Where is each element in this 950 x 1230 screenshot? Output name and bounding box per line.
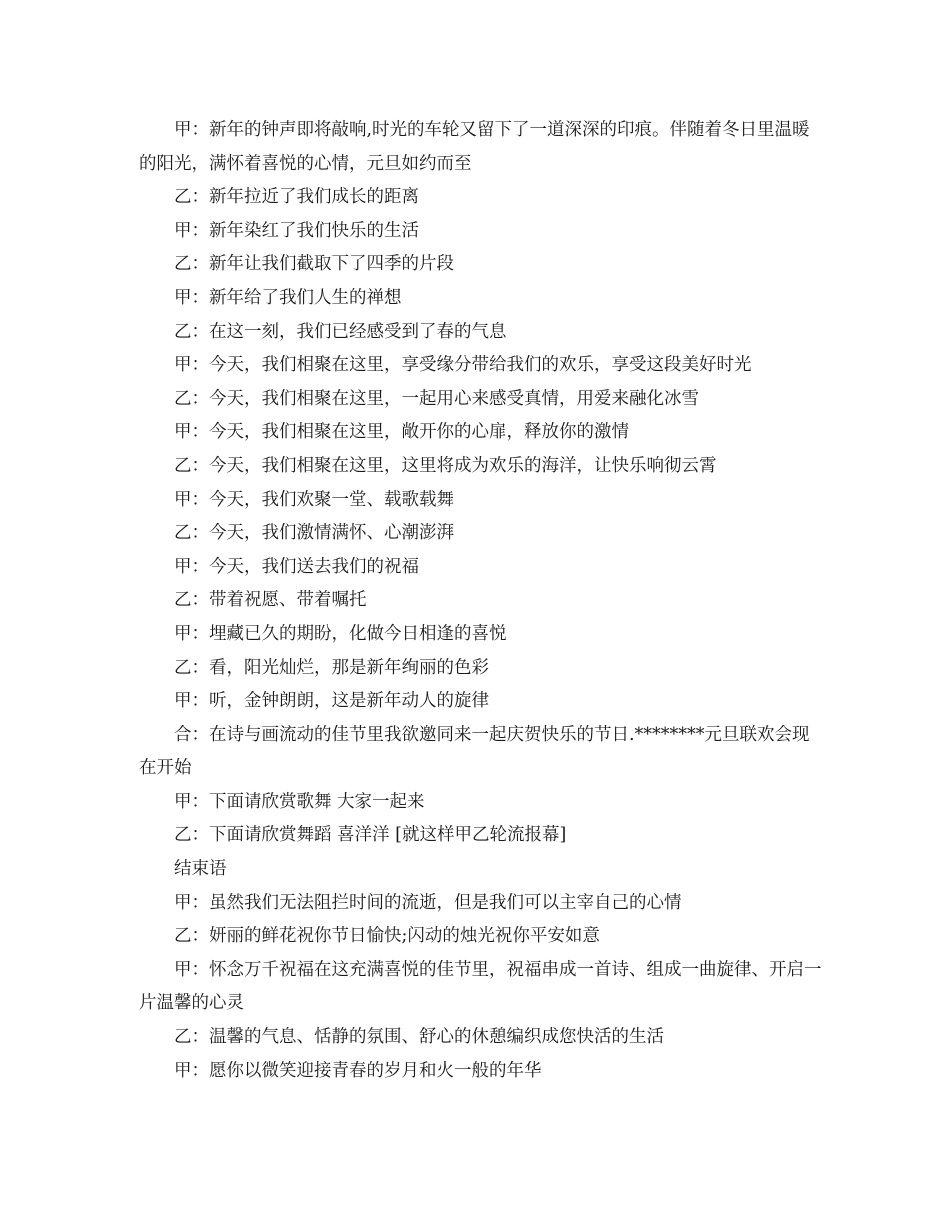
paragraph-5: 甲：新年给了我们人生的禅想 — [174, 287, 402, 308]
paragraph-19: 甲：下面请欣赏歌舞 大家一起来 — [174, 791, 425, 812]
paragraph-23: 乙：妍丽的鲜花祝你节日愉快;闪动的烛光祝你平安如意 — [174, 926, 600, 947]
paragraph-10: 乙：今天，我们相聚在这里，这里将成为欢乐的海洋，让快乐响彻云霄 — [174, 455, 717, 476]
paragraph-20: 乙：下面请欣赏舞蹈 喜洋洋 [就这样甲乙轮流报幕] — [174, 825, 567, 846]
paragraph-16: 乙：看，阳光灿烂，那是新年绚丽的色彩 — [174, 657, 489, 678]
section-heading-closing: 结束语 — [174, 859, 227, 880]
paragraph-2: 乙：新年拉近了我们成长的距离 — [174, 187, 419, 208]
paragraph-3: 甲：新年染红了我们快乐的生活 — [174, 220, 419, 241]
paragraph-17: 甲：听，金钟朗朗，这是新年动人的旋律 — [174, 691, 489, 712]
paragraph-9: 甲：今天，我们相聚在这里，敞开你的心扉，释放你的激情 — [174, 422, 629, 443]
paragraph-12: 乙：今天，我们激情满怀、心潮澎湃 — [174, 523, 454, 544]
paragraph-26: 甲：愿你以微笑迎接青春的岁月和火一般的年华 — [174, 1060, 542, 1081]
paragraph-13: 甲：今天，我们送去我们的祝福 — [174, 556, 419, 577]
paragraph-24: 甲：怀念万千祝福在这充满喜悦的佳节里，祝福串成一首诗、组成一曲旋律、开启一片温馨的心灵 — [139, 959, 822, 1014]
paragraph-18: 合：在诗与画流动的佳节里我欲邀同来一起庆贺快乐的节日.********元旦联欢会现在开始 — [139, 724, 810, 779]
paragraph-6: 乙：在这一刻，我们已经感受到了春的气息 — [174, 321, 507, 342]
paragraph-4: 乙：新年让我们截取下了四季的片段 — [174, 254, 454, 275]
paragraph-8: 乙：今天，我们相聚在这里，一起用心来感受真情，用爱来融化冰雪 — [174, 388, 699, 409]
paragraph-1: 甲：新年的钟声即将敲响,时光的车轮又留下了一道深深的印痕。伴随着冬日里温暖的阳光，满怀着喜悦的心情，元旦如约而至 — [139, 120, 810, 174]
paragraph-11: 甲：今天，我们欢聚一堂、载歌载舞 — [174, 489, 454, 510]
paragraph-22: 甲：虽然我们无法阻拦时间的流逝，但是我们可以主宰自己的心情 — [174, 892, 682, 913]
paragraph-14: 乙：带着祝愿、带着嘱托 — [174, 590, 367, 611]
paragraph-15: 甲：埋藏已久的期盼，化做今日相逢的喜悦 — [174, 623, 507, 644]
paragraph-7: 甲：今天，我们相聚在这里，享受缘分带给我们的欢乐，享受这段美好时光 — [174, 355, 752, 376]
paragraph-25: 乙：温馨的气息、恬静的氛围、舒心的休憩编织成您快活的生活 — [174, 1027, 664, 1048]
